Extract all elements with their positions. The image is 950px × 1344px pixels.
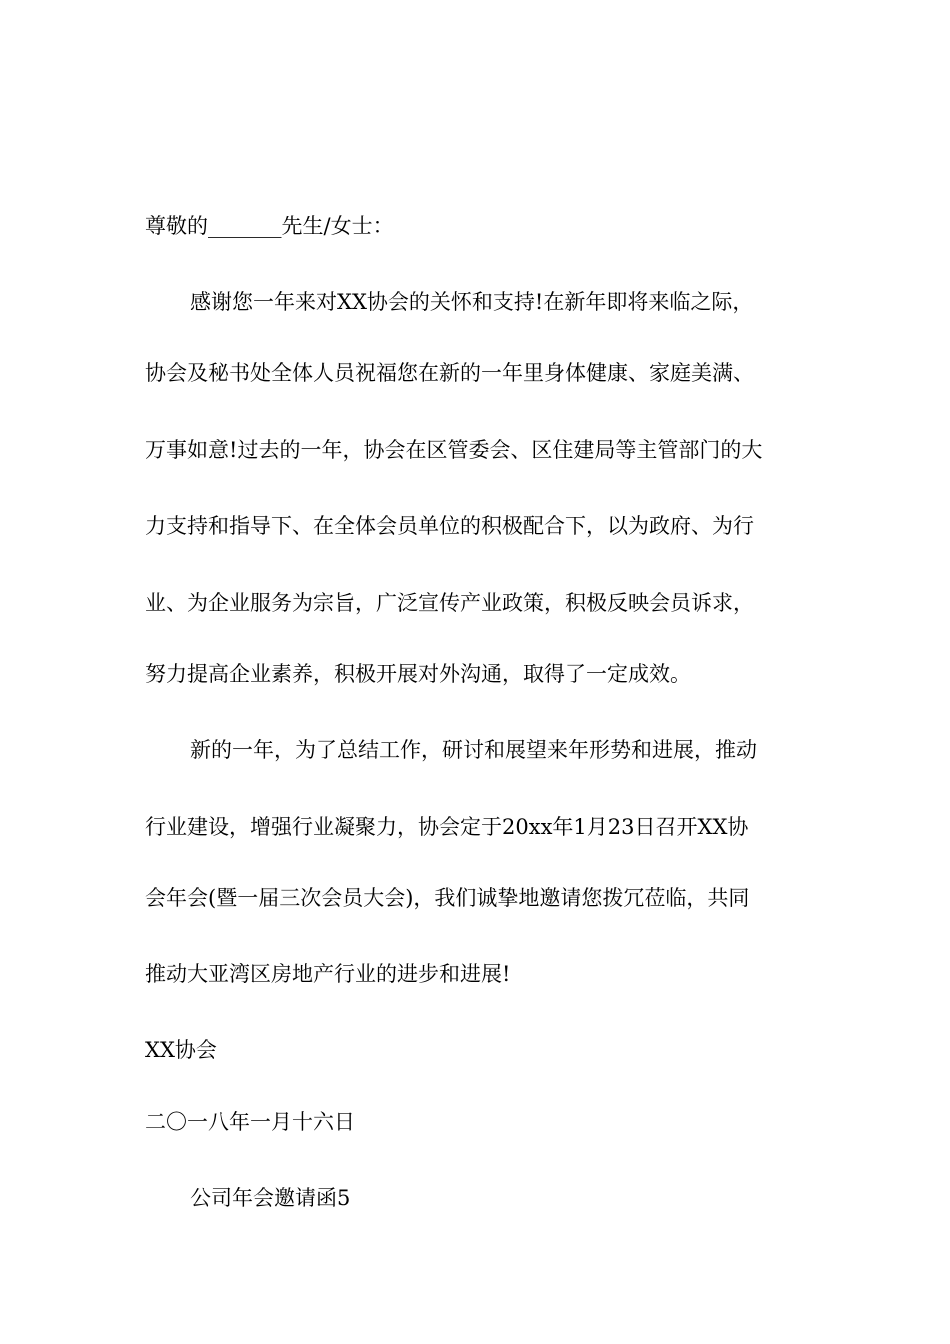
signature: XX协会: [145, 1038, 217, 1062]
paragraph-2-line-1: 新的一年，为了总结工作，研讨和展望来年形势和进展，推动: [190, 738, 757, 762]
salutation: 尊敬的_______先生/女士：: [145, 214, 394, 238]
paragraph-1-line-1: 感谢您一年来对XX协会的关怀和支持!在新年即将来临之际，: [190, 290, 754, 314]
paragraph-1-line-3: 万事如意!过去的一年，协会在区管委会、区住建局等主管部门的大: [145, 438, 763, 462]
paragraph-1-line-5: 业、为企业服务为宗旨，广泛宣传产业政策，积极反映会员诉求，: [145, 591, 754, 615]
paragraph-1-line-2: 协会及秘书处全体人员祝福您在新的一年里身体健康、家庭美满、: [145, 361, 754, 385]
paragraph-2-line-2: 行业建设，增强行业凝聚力，协会定于20xx年1月23日召开XX协: [145, 815, 749, 839]
paragraph-2-line-3: 会年会(暨一届三次会员大会)，我们诚挚地邀请您拨冗莅临，共同: [145, 886, 750, 910]
next-section-title: 公司年会邀请函5: [190, 1186, 351, 1210]
paragraph-2-line-4: 推动大亚湾区房地产行业的进步和进展!: [145, 962, 511, 986]
paragraph-1-line-6: 努力提高企业素养，积极开展对外沟通，取得了一定成效。: [145, 662, 691, 686]
paragraph-1-line-4: 力支持和指导下、在全体会员单位的积极配合下，以为政府、为行: [145, 514, 754, 538]
date: 二〇一八年一月十六日: [145, 1110, 355, 1134]
